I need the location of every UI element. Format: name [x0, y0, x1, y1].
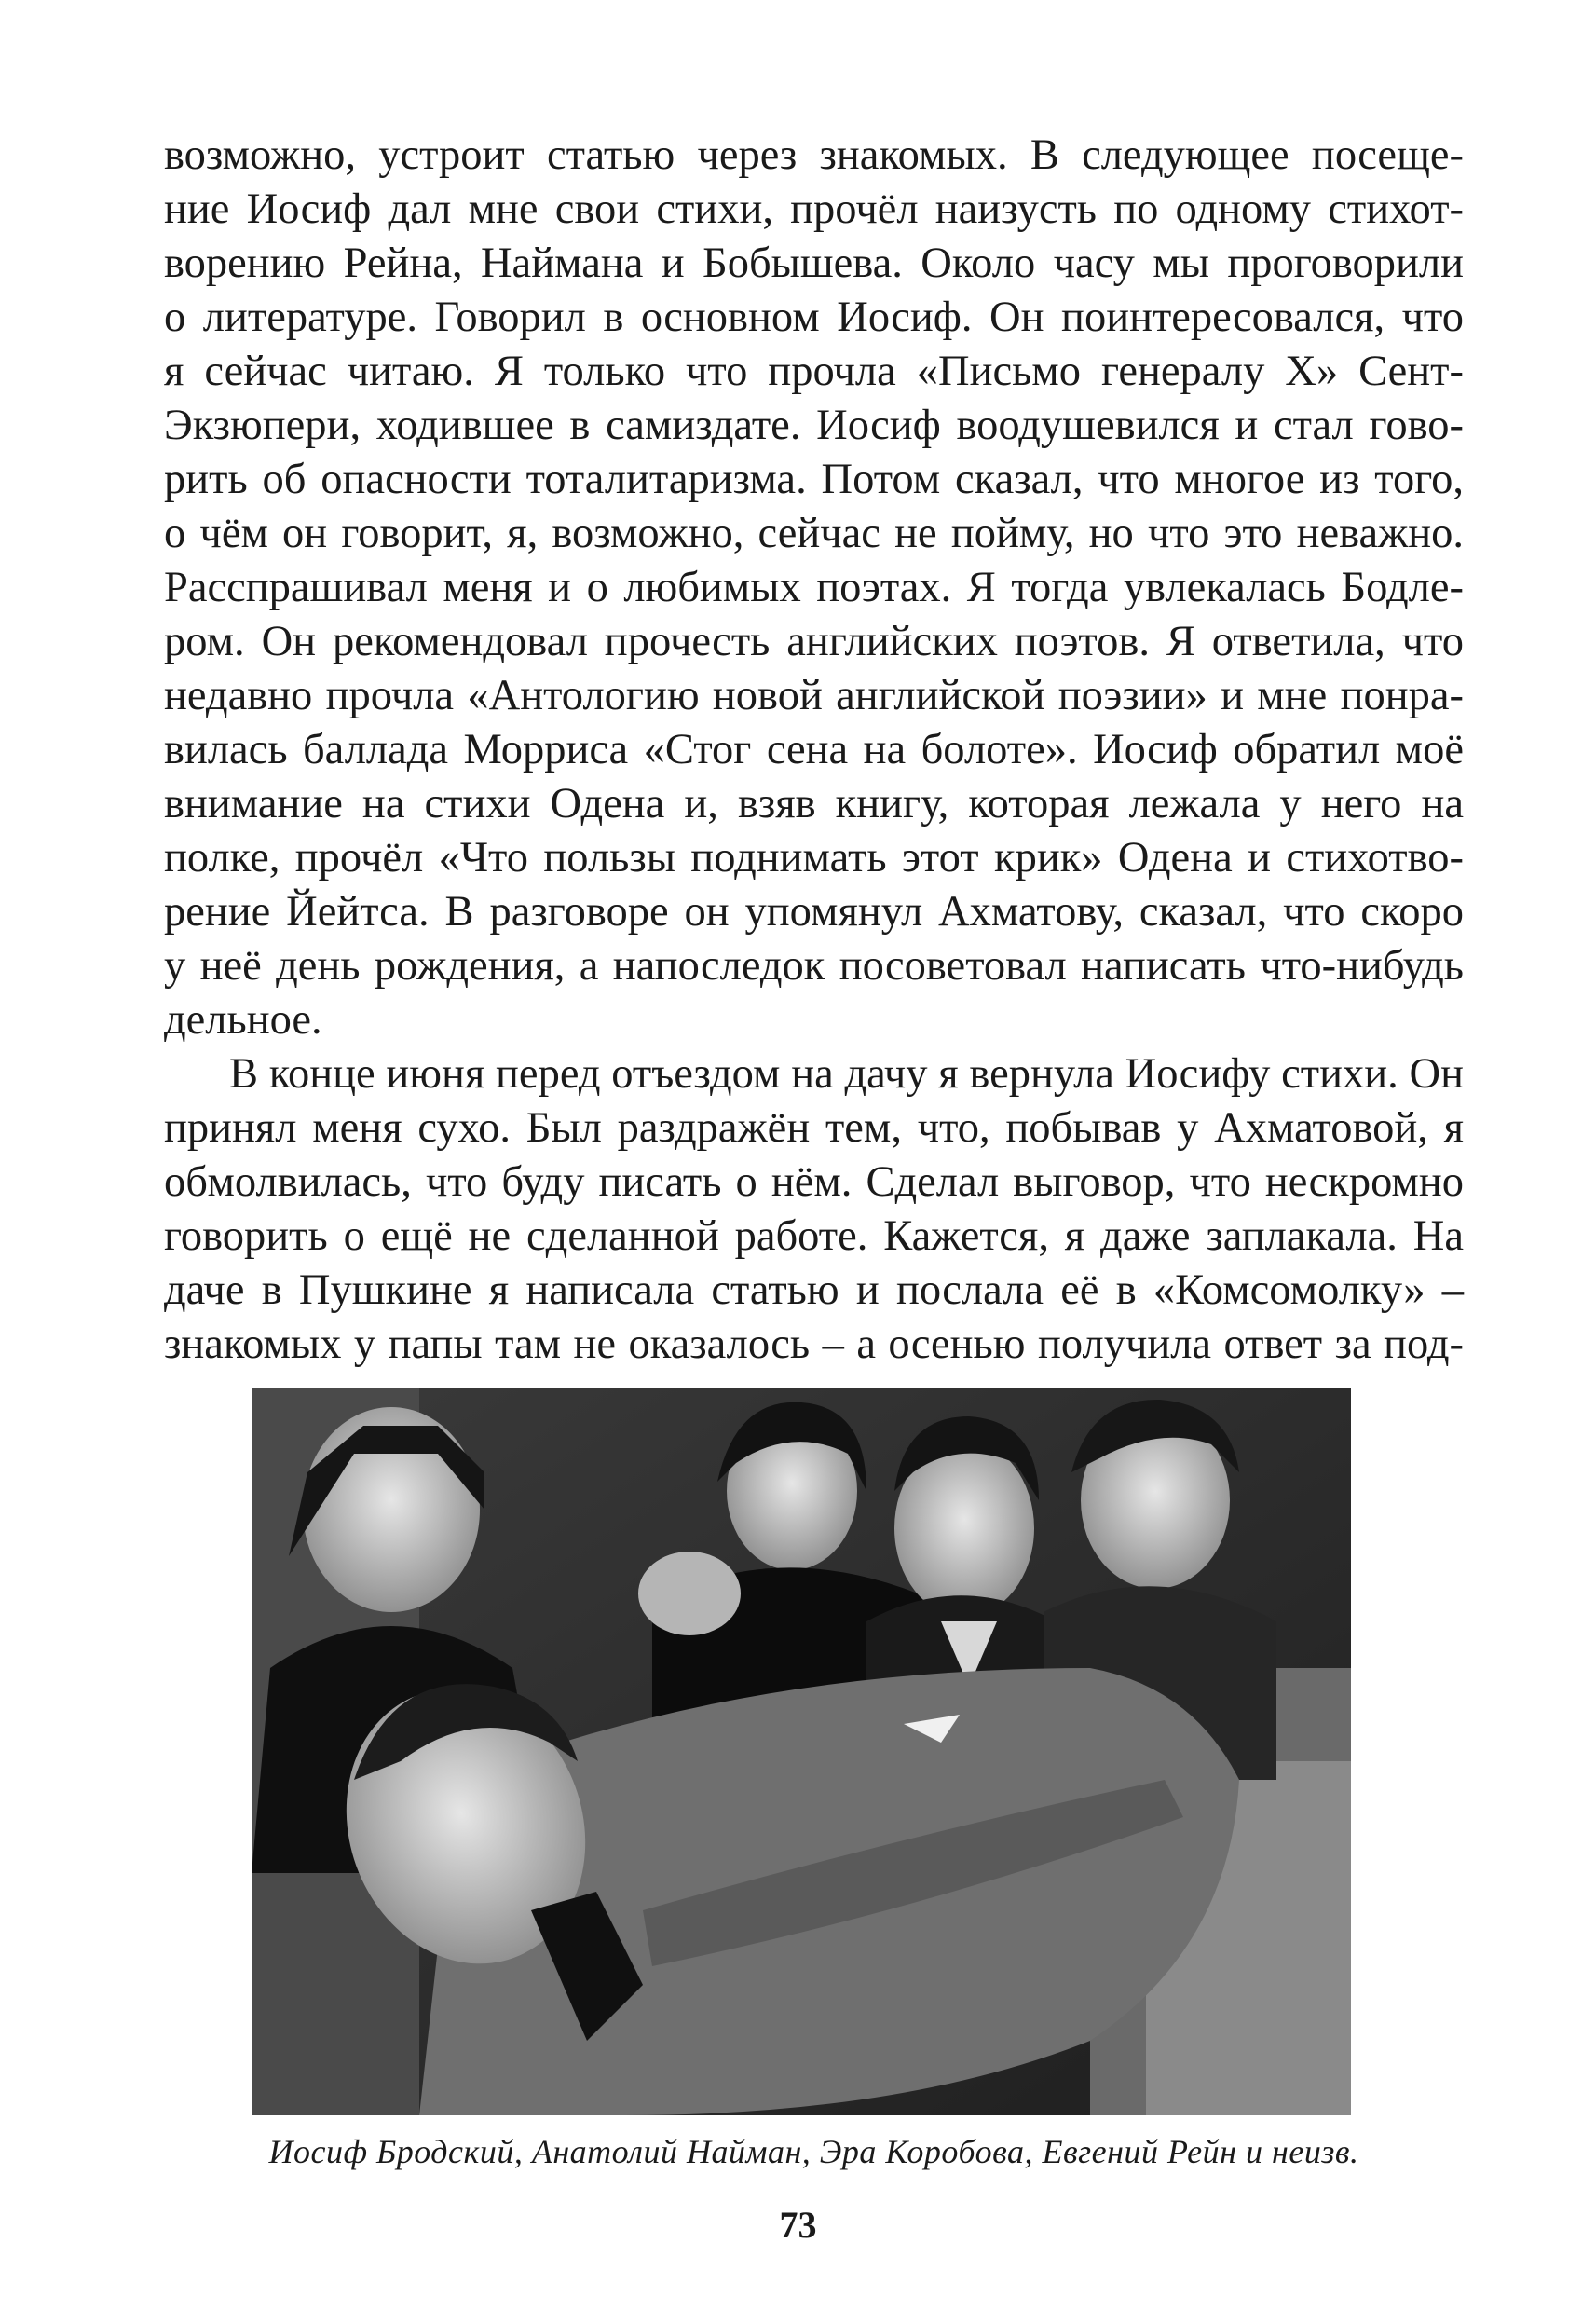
text-line: полке, прочёл «Что пользы поднимать этот крик» Одена и стихотво-: [164, 834, 1464, 882]
paragraph-1: [164, 129, 1464, 1047]
text-line: Экзюпери, ходившее в самиздате. Иосиф воодушевился и стал гово-: [164, 402, 1464, 449]
text-line: В конце июня перед отъездом на дачу я вернула Иосифу стихи. Он: [229, 1050, 1464, 1098]
text-line: дельное.: [164, 996, 322, 1044]
text-line: рить об опасности тоталитаризма. Потом сказал, что многое из того,: [164, 456, 1464, 503]
text-line: ние Иосиф дал мне свои стихи, прочёл наизусть по одному стихот-: [164, 185, 1464, 233]
group-photo-image: [252, 1388, 1351, 2115]
text-line: принял меня сухо. Был раздражён тем, что, побывав у Ахматовой, я: [164, 1104, 1464, 1152]
text-line: возможно, устроит статью через знакомых. В следующее посеще-: [164, 131, 1464, 179]
photo-caption: Иосиф Бродский, Анатолий Найман, Эра Коробова, Евгений Рейн и неизв.: [268, 2133, 1359, 2170]
text-line: о литературе. Говорил в основном Иосиф. Он поинтересовался, что: [164, 294, 1464, 341]
text-line: Расспрашивал меня и о любимых поэтах. Я тогда увлекалась Бодле-: [164, 564, 1464, 611]
paragraph-2: [164, 1047, 1464, 1372]
text-line: вилась баллада Морриса «Стог сена на болоте». Иосиф обратил моё: [164, 726, 1464, 773]
text-line: я сейчас читаю. Я только что прочла «Письмо генералу Х» Сент-: [164, 348, 1464, 395]
text-line: о чём он говорит, я, возможно, сейчас не пойму, но что это неважно.: [164, 510, 1464, 557]
text-line: внимание на стихи Одена и, взяв книгу, которая лежала у него на: [164, 780, 1464, 827]
text-line: даче в Пушкине я написала статью и послала её в «Комсомолку» –: [164, 1266, 1464, 1314]
text-line: недавно прочла «Антологию новой английской поэзии» и мне понра-: [164, 672, 1464, 719]
text-line: знакомых у папы там не оказалось – а осенью получила ответ за под-: [164, 1320, 1464, 1368]
text-line: ром. Он рекомендовал прочесть английских поэтов. Я ответила, что: [164, 618, 1464, 665]
text-line: обмолвилась, что буду писать о нём. Сделал выговор, что нескромно: [164, 1158, 1464, 1206]
text-line: ворению Рейна, Наймана и Бобышева. Около часу мы проговорили: [164, 239, 1464, 287]
text-line: говорить о ещё не сделанной работе. Кажется, я даже заплакала. На: [164, 1212, 1464, 1260]
group-photo: [252, 1388, 1351, 2115]
page-number: 73: [779, 2204, 817, 2246]
text-line: рение Йейтса. В разговоре он упомянул Ахматову, сказал, что скоро: [164, 888, 1464, 936]
text-line: у неё день рождения, а напоследок посоветовал написать что-нибудь: [164, 942, 1464, 990]
